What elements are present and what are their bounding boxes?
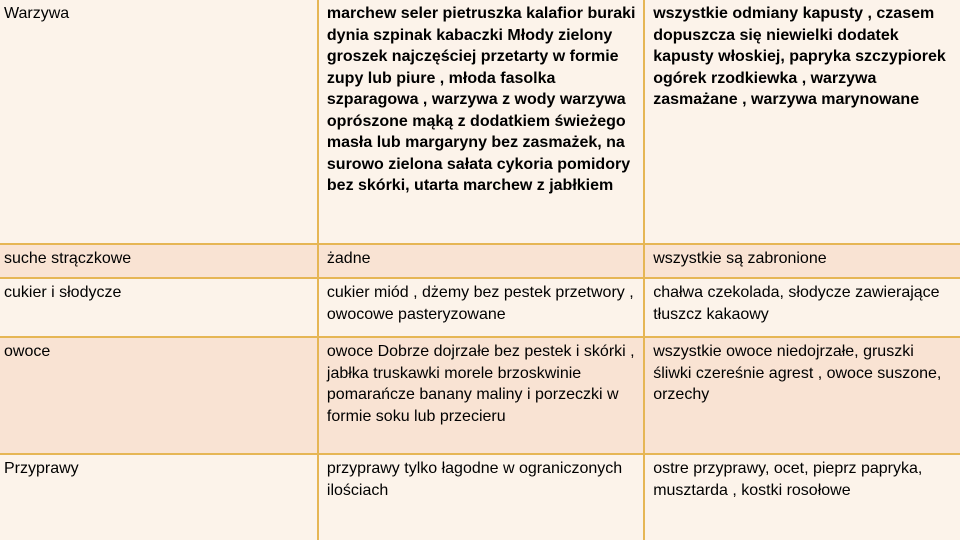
allowed-cell: owoce Dobrze dojrzałe bez pestek i skórki , jabłka truskawki morele brzoskwinie pomarańcze banany maliny i porzeczki w formie soku lub przecieru: [318, 337, 644, 454]
table-row-fruits: [0, 337, 960, 454]
allowed-cell: żadne: [318, 244, 644, 278]
forbidden-cell: wszystkie są zabronione: [644, 244, 960, 278]
forbidden-cell: ostre przyprawy, ocet, pieprz papryka, musztarda , kostki rosołowe: [644, 454, 960, 540]
category-cell: suche strączkowe: [0, 244, 318, 278]
table-row-sweets: [0, 278, 960, 337]
table-row-vegetables: [0, 0, 960, 244]
table-row-legumes: [0, 244, 960, 278]
allowed-cell: przyprawy tylko łagodne w ograniczonych ilościach: [318, 454, 644, 540]
table-row-spices: [0, 454, 960, 540]
allowed-cell: marchew seler pietruszka kalafior buraki dynia szpinak kabaczki Młody zielony groszek najczęściej przetarty w formie zupy lub piure , młoda fasolka szparagowa , warzywa z wody warzywa oprószone mąką z dodatkiem świeżego masła lub margaryny bez zasmażek, na surowo zielona sałata cykoria pomidory bez skórki, utarta marchew z jabłkiem: [318, 0, 644, 244]
category-cell: owoce: [0, 337, 318, 454]
category-cell: Przyprawy: [0, 454, 318, 540]
forbidden-cell: wszystkie owoce niedojrzałe, gruszki śliwki czereśnie agrest , owoce suszone, orzechy: [644, 337, 960, 454]
forbidden-cell: wszystkie odmiany kapusty , czasem dopuszcza się niewielki dodatek kapusty włoskiej, papryka szczypiorek ogórek rzodkiewka , warzywa zasmażane , warzywa marynowane: [644, 0, 960, 244]
forbidden-cell: chałwa czekolada, słodycze zawierające tłuszcz kakaowy: [644, 278, 960, 337]
category-cell: Warzywa: [0, 0, 318, 244]
allowed-cell: cukier miód , dżemy bez pestek przetwory , owocowe pasteryzowane: [318, 278, 644, 337]
category-cell: cukier i słodycze: [0, 278, 318, 337]
